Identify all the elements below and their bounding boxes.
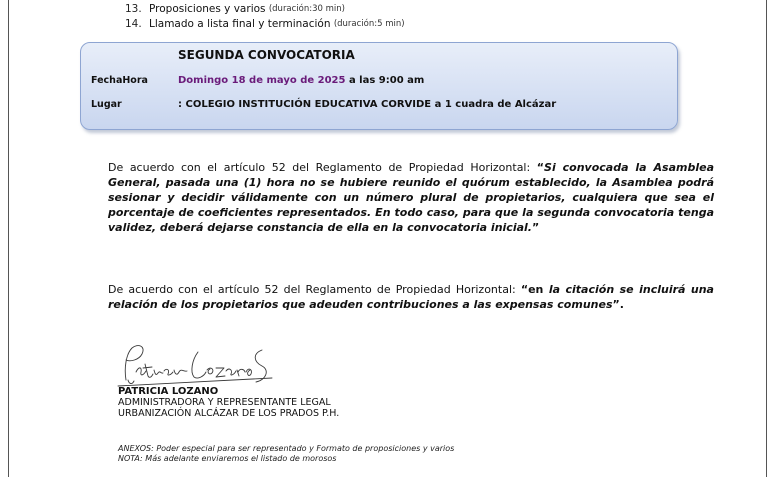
agenda-item-text: Proposiciones y varios — [149, 3, 266, 15]
second-call-title: SEGUNDA CONVOCATORIA — [178, 48, 355, 62]
agenda-item-13 — [125, 2, 405, 17]
place-label: Lugar — [91, 99, 122, 110]
handwritten-signature — [112, 340, 282, 390]
date-label: FechaHora — [91, 75, 148, 86]
annexes-block — [118, 444, 454, 464]
time-text: a las 9:00 am — [348, 75, 425, 86]
quote-text: Si convocada la Asamblea General, pasada una (1) hora no se hubiere reunido el quórum establecido, la Asamblea podrá sesionar y decidir válidamente con un número plural de propietarios, cualquiera que sea el porcentaje de coeficientes representados. En todo caso, para que la segunda convocatoria tenga validez, deberá dejarse constancia de ella en la convocatoria inicial. — [108, 161, 714, 234]
date-value — [178, 75, 424, 86]
signer-name: PATRICIA LOZANO — [118, 386, 219, 397]
agenda-list — [125, 2, 405, 32]
quote-open: “ — [536, 161, 545, 174]
agenda-item-14 — [125, 17, 405, 32]
quorum-paragraph — [108, 160, 714, 235]
quote-close: ”. — [612, 298, 624, 311]
date-text: Domingo 18 de mayo de 2025 — [178, 75, 346, 86]
second-call-box — [80, 42, 678, 130]
agenda-item-text: Llamado a lista final y terminación — [149, 18, 331, 30]
paragraph-intro: De acuerdo con el artículo 52 del Reglamento de Propiedad Horizontal: — [108, 283, 521, 296]
signer-organization: URBANIZACIÓN ALCÁZAR DE LOS PRADOS P.H. — [118, 408, 340, 419]
quote-open: “en — [520, 283, 549, 296]
agenda-item-duration: (duración:30 min) — [268, 4, 345, 14]
annex-line: ANEXOS: Poder especial para ser representado y Formato de proposiciones y varios — [118, 444, 455, 453]
agenda-item-number: 13. — [125, 3, 142, 15]
debtors-paragraph — [108, 282, 714, 312]
note-line: NOTA: Más adelante enviaremos el listado de morosos — [118, 454, 337, 463]
agenda-item-duration: (duración:5 min) — [333, 19, 405, 29]
quote-close: ” — [531, 221, 540, 234]
quote-text: la citación se incluirá una relación de los propietarios que adeuden contribuciones a las expensas comunes — [108, 283, 714, 311]
agenda-item-number: 14. — [125, 18, 142, 30]
place-value: : COLEGIO INSTITUCIÓN EDUCATIVA CORVIDE a 1 cuadra de Alcázar — [178, 99, 557, 110]
signer-role: ADMINISTRADORA Y REPRESENTANTE LEGAL — [118, 397, 331, 408]
signer-block — [118, 386, 339, 419]
paragraph-intro: De acuerdo con el artículo 52 del Reglamento de Propiedad Horizontal: — [108, 161, 537, 174]
